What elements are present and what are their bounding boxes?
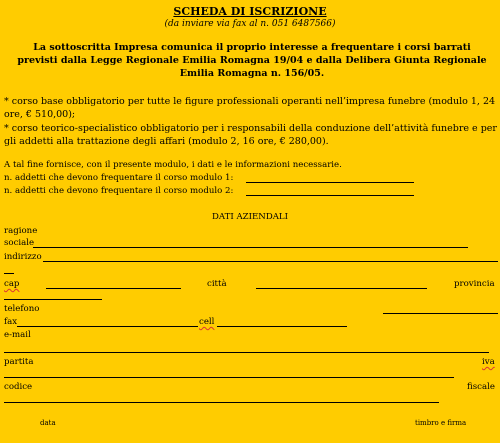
intro-paragraph: La sottoscritta Impresa comunica il proprio interesse a frequentare i corsi barrati previsti dalla Legge Regionale Emilia Romagna 19/04 e dalla Delibera Giunta Regionale Emilia Romagna n. 156/05. — [17, 42, 487, 79]
indirizzo-field[interactable] — [43, 261, 498, 262]
module1-count-label: n. addetti che devono frequentare il corso modulo 1: — [4, 173, 234, 183]
partita-label: partita — [4, 357, 34, 367]
indirizzo-field-overflow — [4, 273, 14, 274]
codice-fiscale-field[interactable] — [4, 402, 439, 403]
provincia-field[interactable] — [4, 299, 102, 300]
sociale-label: sociale — [4, 238, 35, 248]
ragione-sociale-field[interactable] — [33, 247, 468, 248]
citta-label: città — [207, 279, 227, 289]
data-label: data — [40, 419, 56, 427]
fax-subtitle: (da inviare via fax al n. 051 6487566) — [164, 19, 336, 29]
course-module-2: * corso teorico-specialistico obbligatorio per i responsabili della conduzione dell’attività funebre e per gli addetti alla trattazione degli affari (modulo 2, 16 ore, € 280,00). — [4, 123, 497, 147]
ragione-label: ragione — [4, 226, 38, 236]
fiscale-label: fiscale — [467, 382, 495, 392]
cell-field[interactable] — [217, 326, 347, 327]
email-label: e-mail — [4, 330, 31, 340]
iva-label: iva — [482, 357, 495, 367]
form-info-line: A tal fine fornisce, con il presente modulo, i dati e le informazioni necessarie. — [4, 160, 342, 170]
form-title: SCHEDA DI ISCRIZIONE — [173, 5, 327, 18]
course-module-1: * corso base obbligatorio per tutte le figure professionali operanti nell’impresa funebre (modulo 1, 24 ore, € 510,00); — [4, 96, 496, 120]
module1-count-field[interactable] — [246, 182, 414, 183]
citta-field[interactable] — [256, 288, 427, 289]
telefono-label: telefono — [4, 304, 40, 314]
signature-label: timbro e firma — [415, 419, 467, 427]
fax-field[interactable] — [17, 326, 198, 327]
fax-label: fax — [4, 317, 18, 327]
cap-label: cap — [4, 279, 20, 289]
company-data-heading: DATI AZIENDALI — [211, 212, 289, 222]
codice-label: codice — [4, 382, 33, 392]
telefono-field[interactable] — [383, 313, 498, 314]
email-field[interactable] — [4, 352, 489, 353]
module2-count-field[interactable] — [246, 195, 414, 196]
module2-count-label: n. addetti che devono frequentare il corso modulo 2: — [4, 186, 234, 196]
provincia-label: provincia — [454, 279, 495, 289]
cell-label: cell — [199, 317, 215, 327]
partita-iva-field[interactable] — [4, 377, 454, 378]
cap-field[interactable] — [46, 288, 181, 289]
indirizzo-label: indirizzo — [4, 252, 42, 262]
